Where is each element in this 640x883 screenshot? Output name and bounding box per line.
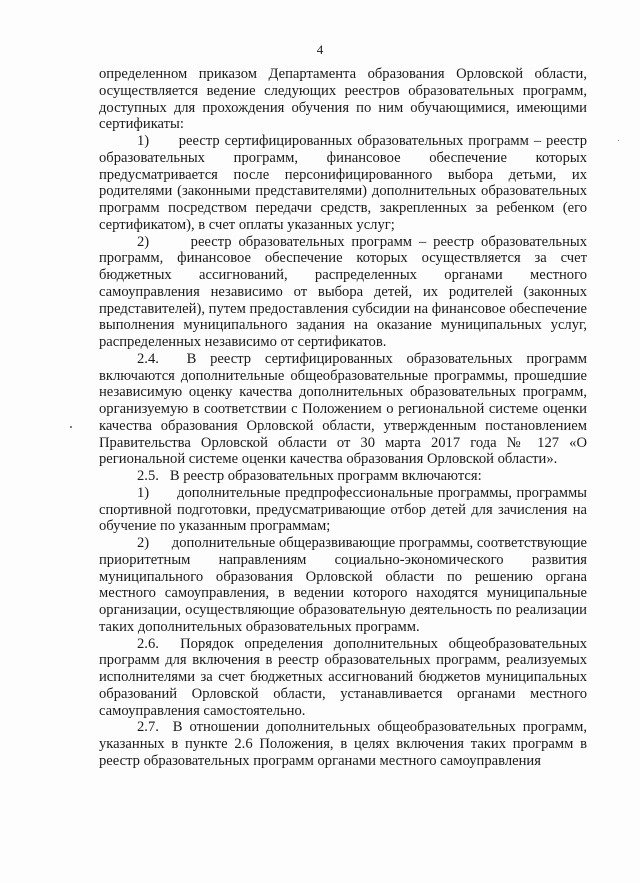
list-item-preprofessional-programs: 1) дополнительные предпрофессиональные программы, программы спортивной подготовки, предусматривающие отбор детей для зачисления на обучение по указанным программам; bbox=[99, 484, 587, 535]
paragraph-2-7: 2.7. В отношении дополнительных общеобразовательных программ, указанных в пункте 2.6 Положения, в целях включения таких программ в реестр образовательных программ органами местного самоуправления bbox=[99, 719, 587, 769]
scan-speck bbox=[70, 426, 72, 428]
scan-speck bbox=[618, 140, 619, 141]
paragraph-2-4: 2.4. В реестр сертифицированных образовательных программ включаются дополнительные общеобразовательные программы, прошедшие независимую оценку качества дополнительных образовательных программ, организуемую в соответствии с Положением о региональной системе оценки качества образования Орловской области, утвержденным постановлением Правительства Орловской области от 30 марта 2017 года № 127 «О региональной системе оценки качества образования Орловской области». bbox=[99, 350, 587, 468]
paragraph-2-6: 2.6. Порядок определения дополнительных общеобразовательных программ для включения в реестр образовательных программ, реализуемых исполнителями за счет бюджетных ассигнований бюджетов муниципальных образований Орловской области, устанавливается органами местного самоуправления самостоятельно. bbox=[99, 635, 587, 719]
paragraph-intro: определенном приказом Департамента образования Орловской области, осуществляется ведение следующих реестров образовательных программ, доступных для прохождения обучения по ним обучающимися, имеющими сертификаты: bbox=[99, 66, 587, 133]
document-body bbox=[99, 66, 587, 770]
page-number: 4 bbox=[316, 42, 324, 57]
list-item-certified-registry: 1) реестр сертифицированных образовательных программ – реестр образовательных программ, финансовое обеспечение которых предусматривается после персонифицированного выбора детьми, их родителями (законными представителями) дополнительных образовательных программ посредством передачи средств, закрепленных за ребенком (его сертификатом), в счет оплаты указанных услуг; bbox=[99, 133, 587, 233]
paragraph-2-5: 2.5. В реестр образовательных программ включаются: bbox=[137, 468, 482, 484]
list-item-program-registry: 2) реестр образовательных программ – реестр образовательных программ, финансовое обеспечение которых осуществляется за счет бюджетных ассигнований, распределенных органами местного самоуправления независимо от выбора детей, их родителей (законных представителей), путем предоставления субсидии на финансовое обеспечение выполнения муниципального задания на оказание муниципальных услуг, распределенных независимо от сертификатов. bbox=[99, 233, 587, 350]
list-item-general-programs: 2) дополнительные общеразвивающие программы, соответствующие приоритетным направлениям социально-экономического развития муниципального образования Орловской области по решению органа местного самоуправления, в ведении которого находятся муниципальные организации, осуществляющие образовательную деятельность по реализации таких дополнительных образовательных программ. bbox=[99, 535, 587, 635]
